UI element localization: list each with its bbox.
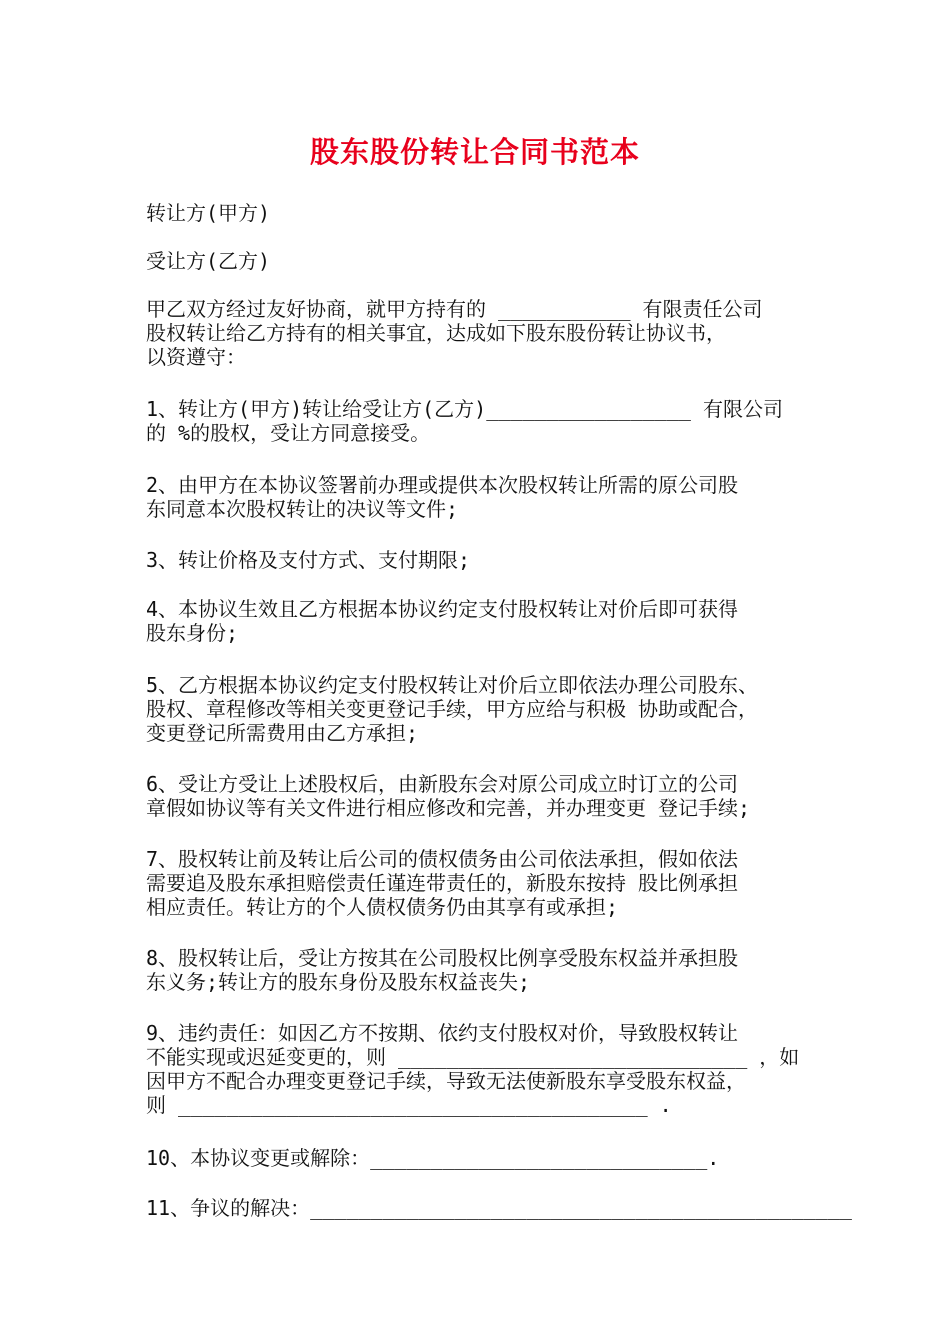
text-line: 需要追及股东承担赔偿责任谨连带责任的，新股东按持 股比例承担 <box>146 871 739 895</box>
paragraph-transferee <box>146 249 816 273</box>
clause-10 <box>146 1146 816 1170</box>
text-line: 东同意本次股权转让的决议等文件; <box>146 497 459 521</box>
clause-4 <box>146 597 816 645</box>
clause-2 <box>146 473 816 521</box>
text-line: 受让方(乙方) <box>146 249 271 273</box>
text-line: 4、本协议生效且乙方根据本协议约定支付股权转让对价后即可获得 <box>146 597 739 621</box>
text-line: 2、由甲方在本协议签署前办理或提供本次股权转让所需的原公司股 <box>146 473 739 497</box>
text-line: 股东身份; <box>146 621 239 645</box>
text-line: 5、乙方根据本协议约定支付股权转让对价后立即依法办理公司股东、 <box>146 673 759 697</box>
clause-11 <box>146 1196 852 1220</box>
text-line: 甲乙双方经过友好协商，就甲方持有的 ___________ 有限责任公司 <box>146 297 763 321</box>
paragraph-preamble <box>146 297 816 369</box>
clause-7 <box>146 847 816 919</box>
text-line: 则 _______________________________________ . <box>146 1093 672 1117</box>
clause-3 <box>146 548 816 572</box>
text-line: 8、股权转让后，受让方按其在公司股权比例享受股东权益并承担股 <box>146 946 739 970</box>
text-line: 6、受让方受让上述股权后，由新股东会对原公司成立时订立的公司 <box>146 772 739 796</box>
clause-5 <box>146 673 816 745</box>
text-line: 章假如协议等有关文件进行相应修改和完善，并办理变更 登记手续; <box>146 796 751 820</box>
text-line: 3、转让价格及支付方式、支付期限; <box>146 548 471 572</box>
text-line: 的 %的股权，受让方同意接受。 <box>146 421 431 445</box>
text-line: 1、转让方(甲方)转让给受让方(乙方)_________________ 有限公司 <box>146 397 783 421</box>
text-line: 因甲方不配合办理变更登记手续，导致无法使新股东享受股东权益， <box>146 1069 746 1093</box>
text-line: 东义务;转让方的股东身份及股东权益丧失; <box>146 970 531 994</box>
text-line: 7、股权转让前及转让后公司的债权债务由公司依法承担，假如依法 <box>146 847 739 871</box>
text-line: 股权、章程修改等相关变更登记手续，甲方应给与积极 协助或配合， <box>146 697 759 721</box>
text-line: 变更登记所需费用由乙方承担; <box>146 721 419 745</box>
document-title: 股东股份转让合同书范本 <box>309 135 640 169</box>
text-line: 股权转让给乙方持有的相关事宜，达成如下股东股份转让协议书， <box>146 321 726 345</box>
text-line: 不能实现或迟延变更的，则 _____________________________ ，如 <box>146 1045 800 1069</box>
text-line: 以资遵守： <box>146 345 246 369</box>
clause-8 <box>146 946 816 994</box>
paragraph-transferor <box>146 201 816 225</box>
text-line: 转让方(甲方) <box>146 201 271 225</box>
clause-6 <box>146 772 816 820</box>
clause-9 <box>146 1021 816 1117</box>
clause-1 <box>146 397 816 445</box>
text-line: 11、争议的解决：_____________________________________________ <box>146 1196 852 1220</box>
text-line: 9、违约责任：如因乙方不按期、依约支付股权对价，导致股权转让 <box>146 1021 739 1045</box>
text-line: 10、本协议变更或解除：____________________________. <box>146 1146 720 1170</box>
text-line: 相应责任。转让方的个人债权债务仍由其享有或承担; <box>146 895 619 919</box>
